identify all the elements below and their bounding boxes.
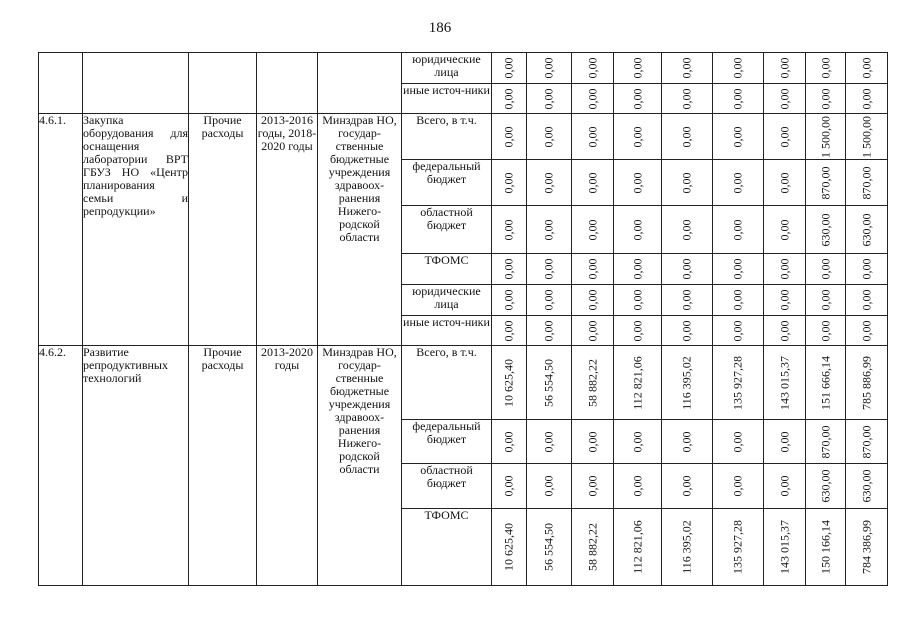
value-cell <box>614 84 662 114</box>
item-number: 4.6.1. <box>39 114 83 346</box>
value-text: 0,00 <box>679 431 694 452</box>
funding-source-cell: юридические лица <box>402 285 492 316</box>
value-text: 0,00 <box>585 219 599 240</box>
value-cell <box>527 254 572 285</box>
value-cell <box>806 254 846 285</box>
value-cell <box>614 464 662 509</box>
empty-cell <box>83 53 189 114</box>
value-cell <box>806 464 846 509</box>
value-text: 0,00 <box>630 88 644 109</box>
value-cell <box>713 114 764 160</box>
value-cell <box>662 114 713 160</box>
value-cell <box>662 160 713 206</box>
value-text: 0,00 <box>585 172 599 193</box>
value-cell <box>572 206 614 254</box>
value-cell <box>527 285 572 316</box>
value-text: 150 166,14 <box>818 520 832 574</box>
value-text: 0,00 <box>859 320 873 341</box>
value-text: 0,00 <box>730 219 745 240</box>
value-cell <box>572 285 614 316</box>
value-text: 0,00 <box>630 320 644 341</box>
value-text: 0,00 <box>859 258 873 280</box>
value-cell <box>492 53 527 84</box>
value-cell <box>764 53 806 84</box>
value-cell <box>492 206 527 254</box>
value-cell <box>764 254 806 285</box>
value-cell <box>572 114 614 160</box>
value-text: 56 554,50 <box>541 523 556 571</box>
value-cell <box>713 285 764 316</box>
value-cell <box>846 464 888 509</box>
value-cell <box>492 160 527 206</box>
value-cell <box>806 160 846 206</box>
value-cell <box>764 84 806 114</box>
value-cell <box>846 160 888 206</box>
funding-source-cell: иные источ-ники <box>402 84 492 114</box>
value-text: 10 625,40 <box>501 523 516 571</box>
value-cell <box>492 316 527 346</box>
value-cell <box>713 254 764 285</box>
value-cell <box>492 84 527 114</box>
value-text: 870,00 <box>818 166 832 199</box>
value-text: 870,00 <box>859 425 873 458</box>
value-text: 112 821,06 <box>630 520 644 574</box>
value-cell <box>492 420 527 464</box>
value-cell <box>713 84 764 114</box>
value-text: 0,00 <box>679 126 694 147</box>
value-text: 785 886,99 <box>859 355 873 410</box>
value-text: 0,00 <box>630 57 644 79</box>
value-text: 0,00 <box>501 431 516 452</box>
value-cell <box>713 464 764 509</box>
value-text: 0,00 <box>585 320 599 341</box>
value-text: 135 927,28 <box>730 520 745 574</box>
value-text: 0,00 <box>541 172 556 193</box>
value-text: 0,00 <box>585 289 599 311</box>
value-text: 0,00 <box>730 172 745 193</box>
value-text: 870,00 <box>818 425 832 458</box>
value-text: 0,00 <box>730 431 745 452</box>
value-cell <box>806 206 846 254</box>
value-cell <box>713 316 764 346</box>
value-text: 56 554,50 <box>541 358 556 407</box>
expense-type: Прочие расходы <box>189 114 257 346</box>
value-text: 0,00 <box>501 88 516 109</box>
value-cell <box>572 509 614 586</box>
value-text: 0,00 <box>679 172 694 193</box>
value-text: 0,00 <box>777 431 791 452</box>
page-number: 186 <box>428 20 452 36</box>
value-cell <box>572 346 614 420</box>
value-cell <box>527 346 572 420</box>
value-text: 0,00 <box>777 126 791 147</box>
item-name: Развитие репродуктивных технологий <box>83 346 189 586</box>
value-text: 0,00 <box>730 320 745 341</box>
value-text: 0,00 <box>818 88 832 109</box>
value-cell <box>806 84 846 114</box>
value-cell <box>846 114 888 160</box>
value-text: 0,00 <box>818 57 832 79</box>
value-text: 0,00 <box>777 475 791 497</box>
value-text: 0,00 <box>585 57 599 79</box>
funding-source-cell: федеральный бюджет <box>402 420 492 464</box>
value-cell <box>662 84 713 114</box>
value-text: 0,00 <box>541 88 556 109</box>
executor: Минздрав НО, государ-ственные бюджетные учреждения здравоох-ранения Нижего-родской области <box>318 114 402 346</box>
value-text: 0,00 <box>630 126 644 147</box>
value-cell <box>614 346 662 420</box>
value-cell <box>572 316 614 346</box>
value-text: 0,00 <box>501 475 516 497</box>
value-cell <box>527 206 572 254</box>
value-text: 0,00 <box>630 431 644 452</box>
value-cell <box>846 420 888 464</box>
value-cell <box>846 346 888 420</box>
value-text: 0,00 <box>630 475 644 497</box>
value-text: 58 882,22 <box>585 358 599 407</box>
value-cell <box>527 464 572 509</box>
value-cell <box>806 53 846 84</box>
value-cell <box>764 285 806 316</box>
value-cell <box>713 53 764 84</box>
value-text: 0,00 <box>777 172 791 193</box>
value-text: 0,00 <box>777 258 791 280</box>
table-row <box>39 114 888 160</box>
value-cell <box>713 160 764 206</box>
value-cell <box>846 316 888 346</box>
value-cell <box>662 206 713 254</box>
item-number: 4.6.2. <box>39 346 83 586</box>
funding-source-cell: областной бюджет <box>402 464 492 509</box>
value-cell <box>527 509 572 586</box>
value-cell <box>806 114 846 160</box>
value-cell <box>662 53 713 84</box>
value-cell <box>806 346 846 420</box>
value-text: 0,00 <box>777 57 791 79</box>
value-text: 0,00 <box>585 88 599 109</box>
value-text: 0,00 <box>730 126 745 147</box>
value-cell <box>614 509 662 586</box>
value-text: 0,00 <box>679 320 694 341</box>
funding-source-cell: ТФОМС <box>402 254 492 285</box>
value-cell <box>572 464 614 509</box>
value-text: 58 882,22 <box>585 523 599 571</box>
funding-source-cell: областной бюджет <box>402 206 492 254</box>
value-text: 0,00 <box>585 475 599 497</box>
funding-source-cell: ТФОМС <box>402 509 492 586</box>
value-cell <box>572 53 614 84</box>
value-text: 630,00 <box>859 213 873 246</box>
value-text: 151 666,14 <box>818 355 832 410</box>
value-text: 0,00 <box>859 88 873 109</box>
value-cell <box>527 53 572 84</box>
value-cell <box>492 509 527 586</box>
value-text: 0,00 <box>501 126 516 147</box>
value-cell <box>492 254 527 285</box>
value-cell <box>527 84 572 114</box>
value-cell <box>492 464 527 509</box>
funding-source-cell: Всего, в т.ч. <box>402 346 492 420</box>
budget-table <box>38 52 888 586</box>
value-text: 116 395,02 <box>679 355 694 410</box>
empty-cell <box>189 53 257 114</box>
value-cell <box>614 254 662 285</box>
value-text: 0,00 <box>501 320 516 341</box>
value-text: 112 821,06 <box>630 355 644 410</box>
value-text: 0,00 <box>730 289 745 311</box>
value-cell <box>764 160 806 206</box>
value-cell <box>614 206 662 254</box>
expense-type: Прочие расходы <box>189 346 257 586</box>
value-text: 0,00 <box>630 172 644 193</box>
value-text: 630,00 <box>859 469 873 503</box>
table-row <box>39 346 888 420</box>
value-text: 784 386,99 <box>859 520 873 574</box>
value-cell <box>492 114 527 160</box>
value-text: 0,00 <box>541 57 556 79</box>
value-text: 0,00 <box>730 57 745 79</box>
value-cell <box>764 114 806 160</box>
value-text: 0,00 <box>777 88 791 109</box>
value-cell <box>572 420 614 464</box>
empty-cell <box>318 53 402 114</box>
value-text: 0,00 <box>777 320 791 341</box>
value-cell <box>713 346 764 420</box>
value-text: 0,00 <box>730 258 745 280</box>
period: 2013-2016 годы, 2018-2020 годы <box>257 114 318 346</box>
value-cell <box>662 254 713 285</box>
value-text: 135 927,28 <box>730 355 745 410</box>
empty-cell <box>257 53 318 114</box>
value-cell <box>846 206 888 254</box>
value-cell <box>764 464 806 509</box>
value-cell <box>846 84 888 114</box>
value-text: 630,00 <box>818 469 832 503</box>
value-cell <box>806 285 846 316</box>
value-cell <box>846 53 888 84</box>
value-cell <box>527 316 572 346</box>
value-text: 0,00 <box>859 289 873 311</box>
value-text: 0,00 <box>501 172 516 193</box>
funding-source-cell: федеральный бюджет <box>402 160 492 206</box>
value-cell <box>614 114 662 160</box>
funding-source-cell: иные источ-ники <box>402 316 492 346</box>
value-cell <box>764 346 806 420</box>
value-cell <box>572 84 614 114</box>
value-text: 0,00 <box>501 258 516 280</box>
value-text: 0,00 <box>541 126 556 147</box>
value-text: 0,00 <box>501 289 516 311</box>
value-text: 0,00 <box>541 219 556 240</box>
value-cell <box>662 285 713 316</box>
value-cell <box>846 254 888 285</box>
value-cell <box>492 285 527 316</box>
value-cell <box>614 420 662 464</box>
executor: Минздрав НО, государ-ственные бюджетные учреждения здравоох-ранения Нижего-родской области <box>318 346 402 586</box>
value-cell <box>662 316 713 346</box>
value-cell <box>614 316 662 346</box>
value-text: 0,00 <box>630 289 644 311</box>
value-cell <box>806 420 846 464</box>
value-text: 0,00 <box>541 320 556 341</box>
value-text: 0,00 <box>585 258 599 280</box>
value-text: 0,00 <box>777 289 791 311</box>
value-cell <box>713 206 764 254</box>
item-name: Закупка оборудования для оснащения лаборатории ВРТ ГБУЗ НО «Центр планирования семьи и репродукции» <box>83 114 189 346</box>
value-text: 143 015,37 <box>777 520 791 574</box>
value-text: 0,00 <box>541 258 556 280</box>
value-cell <box>614 53 662 84</box>
value-text: 1 500,00 <box>859 115 873 158</box>
value-text: 0,00 <box>541 289 556 311</box>
value-cell <box>572 160 614 206</box>
value-text: 116 395,02 <box>679 520 694 574</box>
value-text: 0,00 <box>679 258 694 280</box>
value-text: 0,00 <box>501 219 516 240</box>
value-cell <box>846 509 888 586</box>
value-text: 0,00 <box>630 219 644 240</box>
value-text: 0,00 <box>818 258 832 280</box>
value-cell <box>806 316 846 346</box>
value-text: 143 015,37 <box>777 355 791 410</box>
value-cell <box>662 464 713 509</box>
value-text: 630,00 <box>818 213 832 246</box>
value-cell <box>614 160 662 206</box>
value-cell <box>572 254 614 285</box>
value-cell <box>846 285 888 316</box>
value-cell <box>713 509 764 586</box>
value-cell <box>527 160 572 206</box>
value-cell <box>764 316 806 346</box>
funding-source-cell: Всего, в т.ч. <box>402 114 492 160</box>
value-text: 0,00 <box>541 431 556 452</box>
value-text: 0,00 <box>679 475 694 497</box>
value-cell <box>492 346 527 420</box>
value-text: 0,00 <box>818 320 832 341</box>
value-text: 0,00 <box>541 475 556 497</box>
value-text: 0,00 <box>501 57 516 79</box>
value-cell <box>806 509 846 586</box>
value-text: 10 625,40 <box>501 358 516 407</box>
value-text: 870,00 <box>859 166 873 199</box>
value-text: 0,00 <box>679 88 694 109</box>
value-text: 0,00 <box>585 126 599 147</box>
value-text: 0,00 <box>585 431 599 452</box>
value-text: 0,00 <box>679 57 694 79</box>
value-cell <box>713 420 764 464</box>
value-cell <box>527 420 572 464</box>
value-text: 0,00 <box>859 57 873 79</box>
empty-cell <box>39 53 83 114</box>
value-cell <box>764 509 806 586</box>
table-row <box>39 53 888 84</box>
value-text: 0,00 <box>630 258 644 280</box>
value-cell <box>662 346 713 420</box>
value-cell <box>764 206 806 254</box>
value-cell <box>662 509 713 586</box>
value-text: 0,00 <box>818 289 832 311</box>
value-cell <box>764 420 806 464</box>
value-text: 0,00 <box>777 219 791 240</box>
value-cell <box>614 285 662 316</box>
value-text: 1 500,00 <box>818 115 832 158</box>
funding-source-cell: юридические лица <box>402 53 492 84</box>
value-text: 0,00 <box>730 475 745 497</box>
value-text: 0,00 <box>679 219 694 240</box>
value-cell <box>527 114 572 160</box>
period: 2013-2020 годы <box>257 346 318 586</box>
value-cell <box>662 420 713 464</box>
value-text: 0,00 <box>679 289 694 311</box>
value-text: 0,00 <box>730 88 745 109</box>
